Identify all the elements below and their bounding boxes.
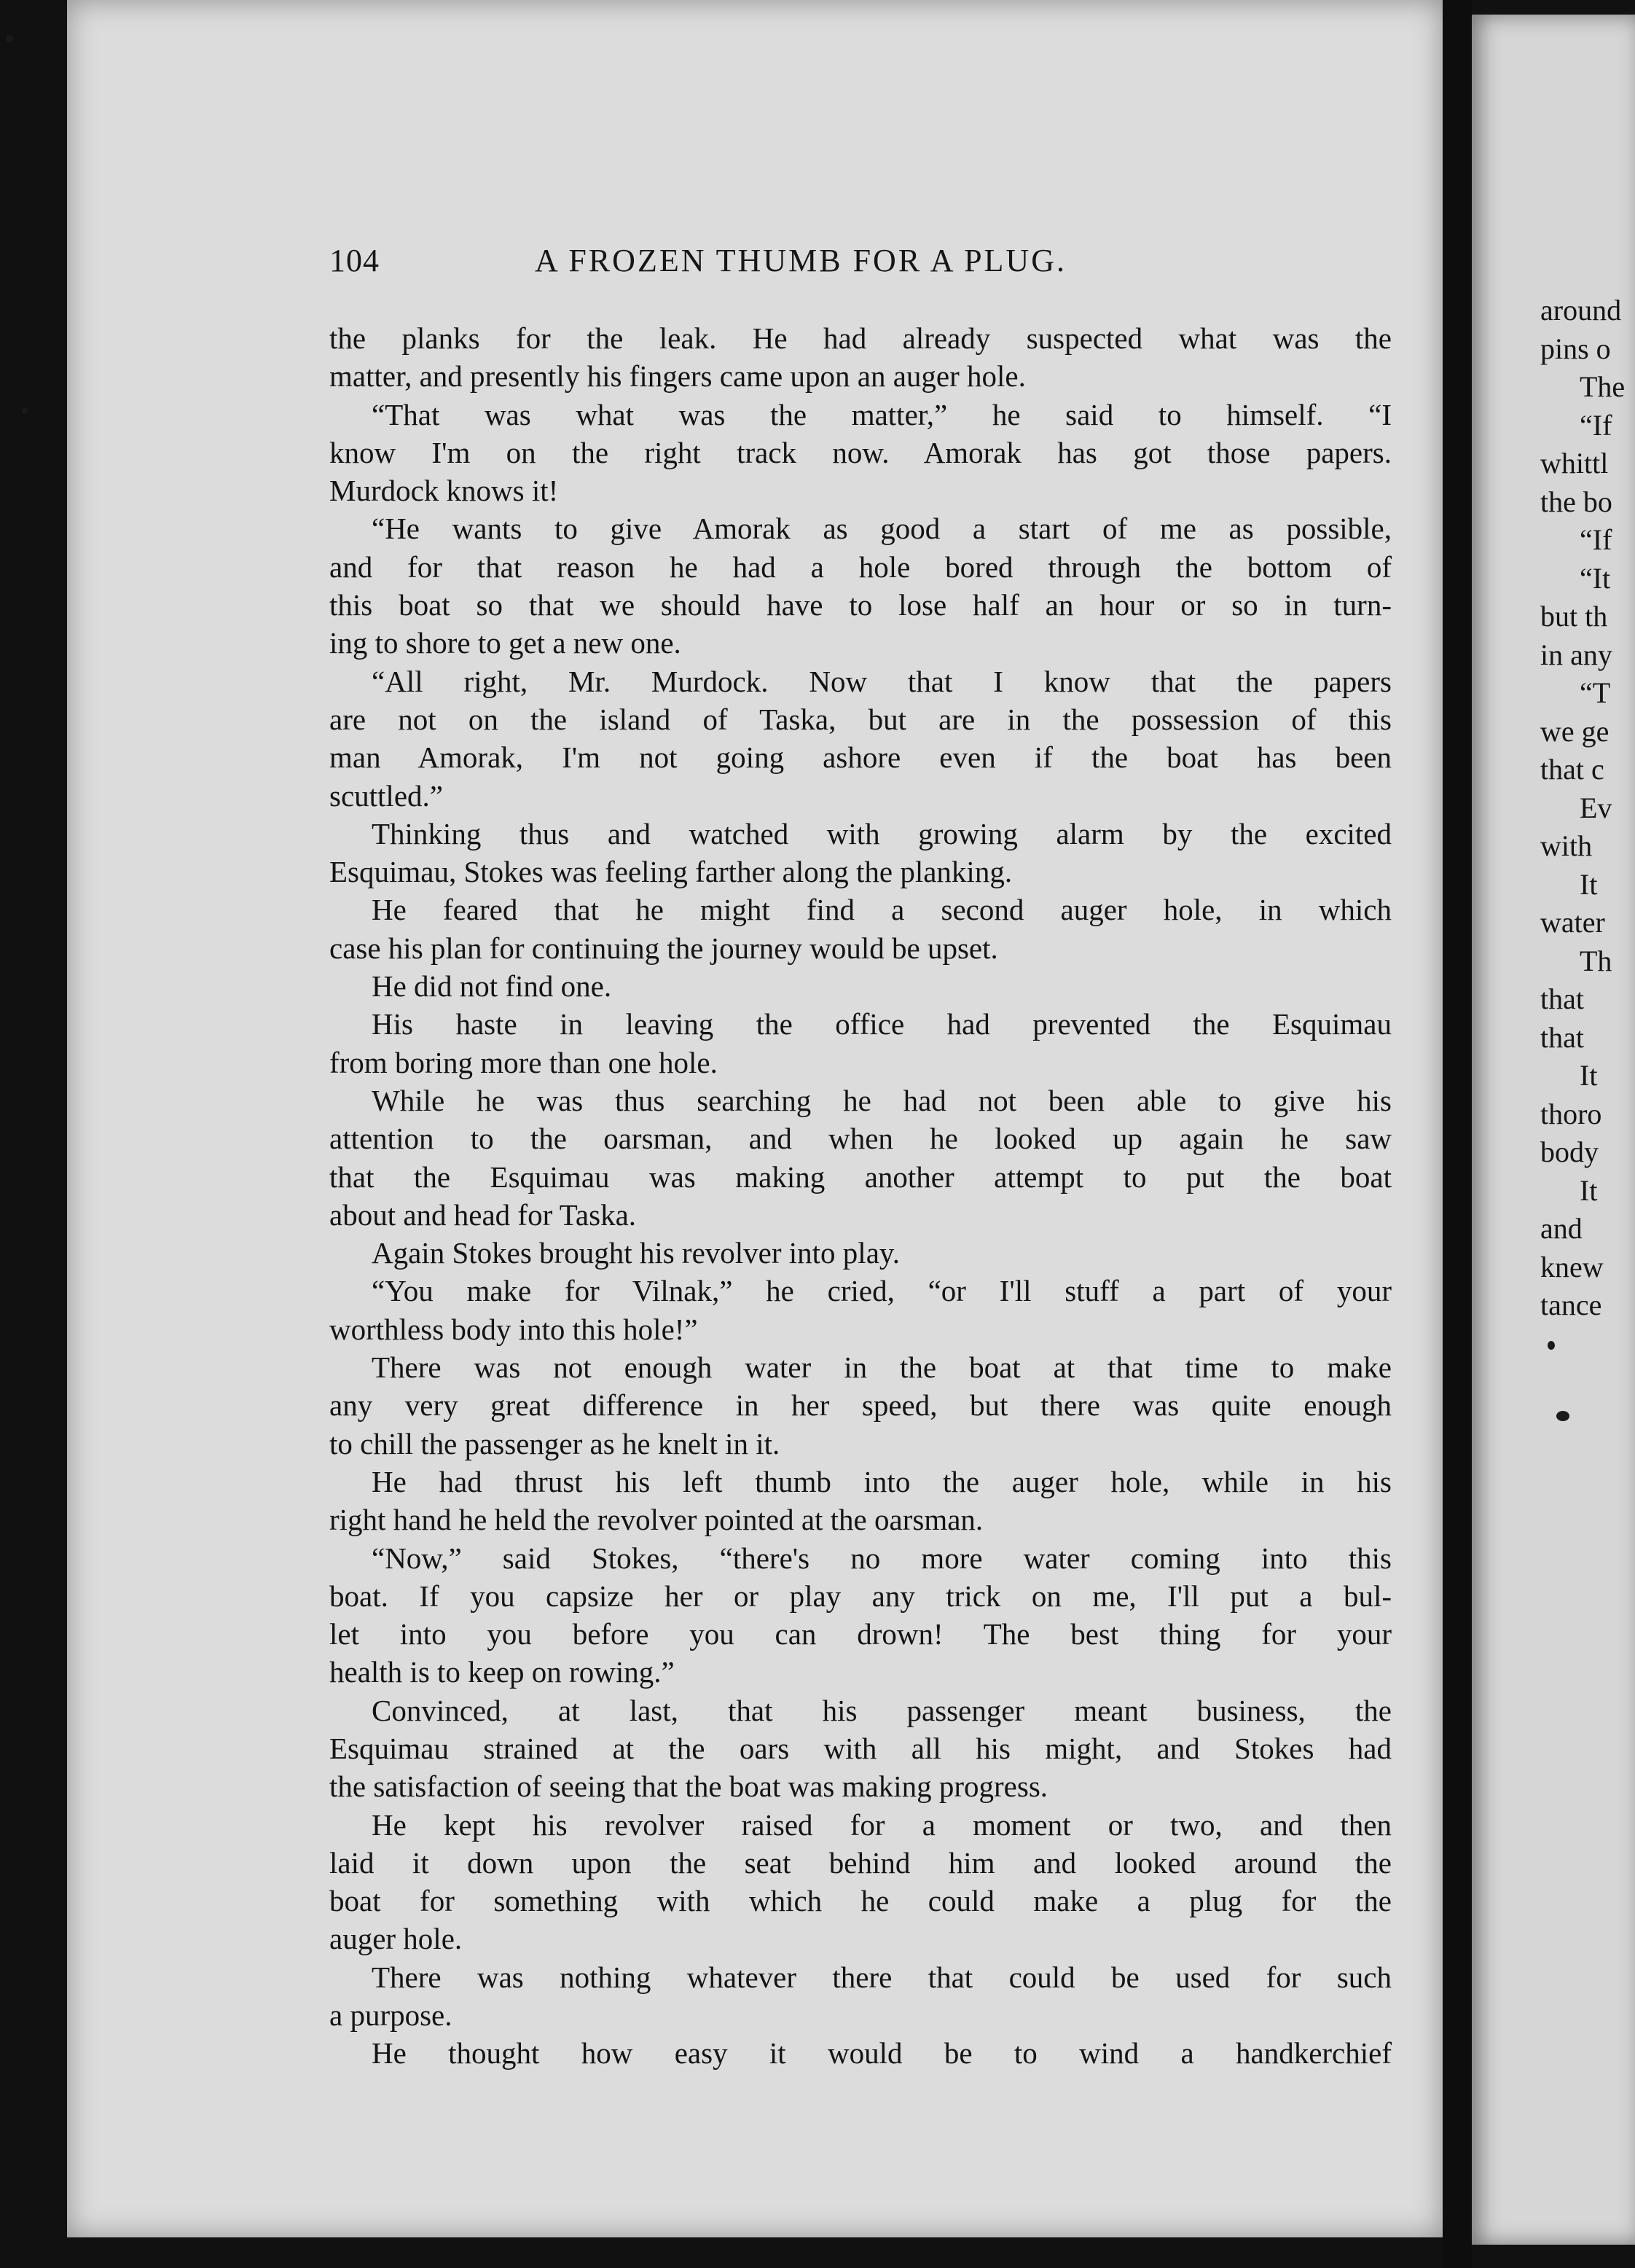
text-line: “That was what was the matter,” he said to himself. “I bbox=[372, 397, 1392, 431]
text-line: Thinking thus and watched with growing alarm by the excited bbox=[372, 816, 1392, 850]
text-line: case his plan for continuing the journey would be upset. bbox=[329, 931, 998, 965]
text-line: He kept his revolver raised for a moment or two, and then bbox=[372, 1807, 1392, 1842]
right-page-line: Ev bbox=[1580, 791, 1612, 824]
ink-speck bbox=[1548, 1341, 1555, 1350]
text-line: right hand he held the revolver pointed at the oarsman. bbox=[329, 1503, 984, 1537]
right-page-line: and bbox=[1540, 1212, 1583, 1245]
text-line: scuttled.” bbox=[329, 778, 443, 813]
text-line: ing to shore to get a new one. bbox=[329, 626, 681, 660]
text-line: There was nothing whatever there that could be used for such bbox=[372, 1960, 1392, 1994]
right-page-line: but th bbox=[1540, 600, 1608, 633]
right-page-line: “It bbox=[1580, 561, 1611, 595]
right-page-line: whittl bbox=[1540, 447, 1609, 480]
right-page-line: “If bbox=[1580, 408, 1612, 442]
text-line: auger hole. bbox=[329, 1922, 463, 1956]
text-line: matter, and presently his fingers came upon an auger hole. bbox=[329, 359, 1026, 394]
right-page-line: that c bbox=[1540, 753, 1604, 786]
text-line: attention to the oarsman, and when he looked up again he saw bbox=[329, 1122, 1392, 1156]
text-line: “All right, Mr. Murdock. Now that I know that the papers bbox=[372, 664, 1392, 698]
right-page-line: around bbox=[1540, 294, 1622, 326]
right-page-line: with bbox=[1540, 829, 1593, 862]
text-line: Again Stokes brought his revolver into play. bbox=[372, 1236, 900, 1270]
right-page-line: pins o bbox=[1540, 332, 1611, 365]
text-line: to chill the passenger as he knelt in it. bbox=[329, 1426, 780, 1460]
text-line: about and head for Taska. bbox=[329, 1197, 637, 1232]
text-line: are not on the island of Taska, but are in the possession of this bbox=[329, 702, 1392, 736]
right-page-line: “T bbox=[1580, 676, 1611, 709]
text-line: “He wants to give Amorak as good a start of me as possible, bbox=[372, 512, 1392, 546]
text-line: Convinced, at last, that his passenger meant business, the bbox=[372, 1693, 1392, 1727]
text-line: the satisfaction of seeing that the boat was making progress. bbox=[329, 1770, 1048, 1804]
text-line: man Amorak, I'm not going ashore even if the boat has been bbox=[329, 740, 1392, 775]
ink-speck bbox=[22, 408, 28, 414]
right-page-line: the bo bbox=[1540, 485, 1612, 518]
text-line: laid it down upon the seat behind him and looked around the bbox=[329, 1845, 1392, 1880]
right-page-line: Th bbox=[1580, 944, 1612, 977]
right-page-line: It bbox=[1580, 867, 1598, 901]
text-line: know I'm on the right track now. Amorak has got those papers. bbox=[329, 435, 1392, 469]
text-line: that the Esquimau was making another attempt to put the boat bbox=[329, 1160, 1392, 1194]
right-page-line: water bbox=[1540, 906, 1605, 939]
right-page-line: It bbox=[1580, 1173, 1598, 1207]
right-page-line: knew bbox=[1540, 1250, 1604, 1283]
text-line: His haste in leaving the office had prevented the Esquimau bbox=[372, 1007, 1392, 1041]
text-line: Esquimau, Stokes was feeling farther along the planking. bbox=[329, 855, 1013, 889]
right-page-line: tance bbox=[1540, 1289, 1602, 1321]
right-page-line: thoro bbox=[1540, 1097, 1602, 1130]
text-line: any very great difference in her speed, but there was quite enough bbox=[329, 1388, 1392, 1423]
page-number: 104 bbox=[329, 243, 380, 278]
right-page-line: body bbox=[1540, 1135, 1599, 1168]
text-line: He feared that he might find a second auger hole, in which bbox=[372, 893, 1392, 927]
text-line: While he was thus searching he had not been able to give his bbox=[372, 1083, 1392, 1117]
text-line: There was not enough water in the boat at that time to make bbox=[372, 1350, 1392, 1385]
text-line: “You make for Vilnak,” he cried, “or I'll stuff a part of your bbox=[372, 1274, 1392, 1308]
text-line: a purpose. bbox=[329, 1998, 452, 2033]
ink-speck bbox=[1556, 1411, 1569, 1421]
text-line: boat. If you capsize her or play any trick on me, I'll put a bul- bbox=[329, 1579, 1392, 1613]
right-page-line: we ge bbox=[1540, 714, 1609, 748]
text-line: let into you before you can drown! The best thing for your bbox=[329, 1617, 1392, 1651]
text-line: Esquimau strained at the oars with all his might, and Stokes had bbox=[329, 1731, 1392, 1765]
chapter-title: A FROZEN THUMB FOR A PLUG. bbox=[535, 243, 1067, 278]
right-page-line: The bbox=[1580, 370, 1626, 403]
text-line: Murdock knows it! bbox=[329, 474, 559, 508]
text-line: worthless body into this hole!” bbox=[329, 1312, 698, 1346]
text-line: health is to keep on rowing.” bbox=[329, 1655, 675, 1689]
text-line: this boat so that we should have to lose half an hour or so in turn- bbox=[329, 588, 1392, 622]
body-text bbox=[329, 319, 1392, 2073]
text-line: and for that reason he had a hole bored through the bottom of bbox=[329, 550, 1392, 584]
text-line: boat for something with which he could make a plug for the bbox=[329, 1884, 1392, 1918]
right-page-line: that bbox=[1540, 982, 1584, 1015]
book-gutter bbox=[1443, 0, 1472, 2268]
text-line: “Now,” said Stokes, “there's no more water coming into this bbox=[372, 1541, 1392, 1575]
text-line: from boring more than one hole. bbox=[329, 1045, 718, 1079]
ink-speck bbox=[6, 35, 13, 42]
right-page-line: “If bbox=[1580, 523, 1612, 556]
text-line: He thought how easy it would be to wind a handkerchief bbox=[372, 2036, 1392, 2070]
text-line: He had thrust his left thumb into the auger hole, while in his bbox=[372, 1464, 1392, 1498]
right-page-line: that bbox=[1540, 1020, 1584, 1054]
text-line: the planks for the leak. He had already suspected what was the bbox=[329, 321, 1392, 355]
right-page-text-fragments bbox=[1540, 292, 1625, 1325]
right-page-line: in any bbox=[1540, 638, 1612, 671]
text-line: He did not find one. bbox=[372, 969, 612, 1004]
right-page-line: It bbox=[1580, 1059, 1598, 1092]
